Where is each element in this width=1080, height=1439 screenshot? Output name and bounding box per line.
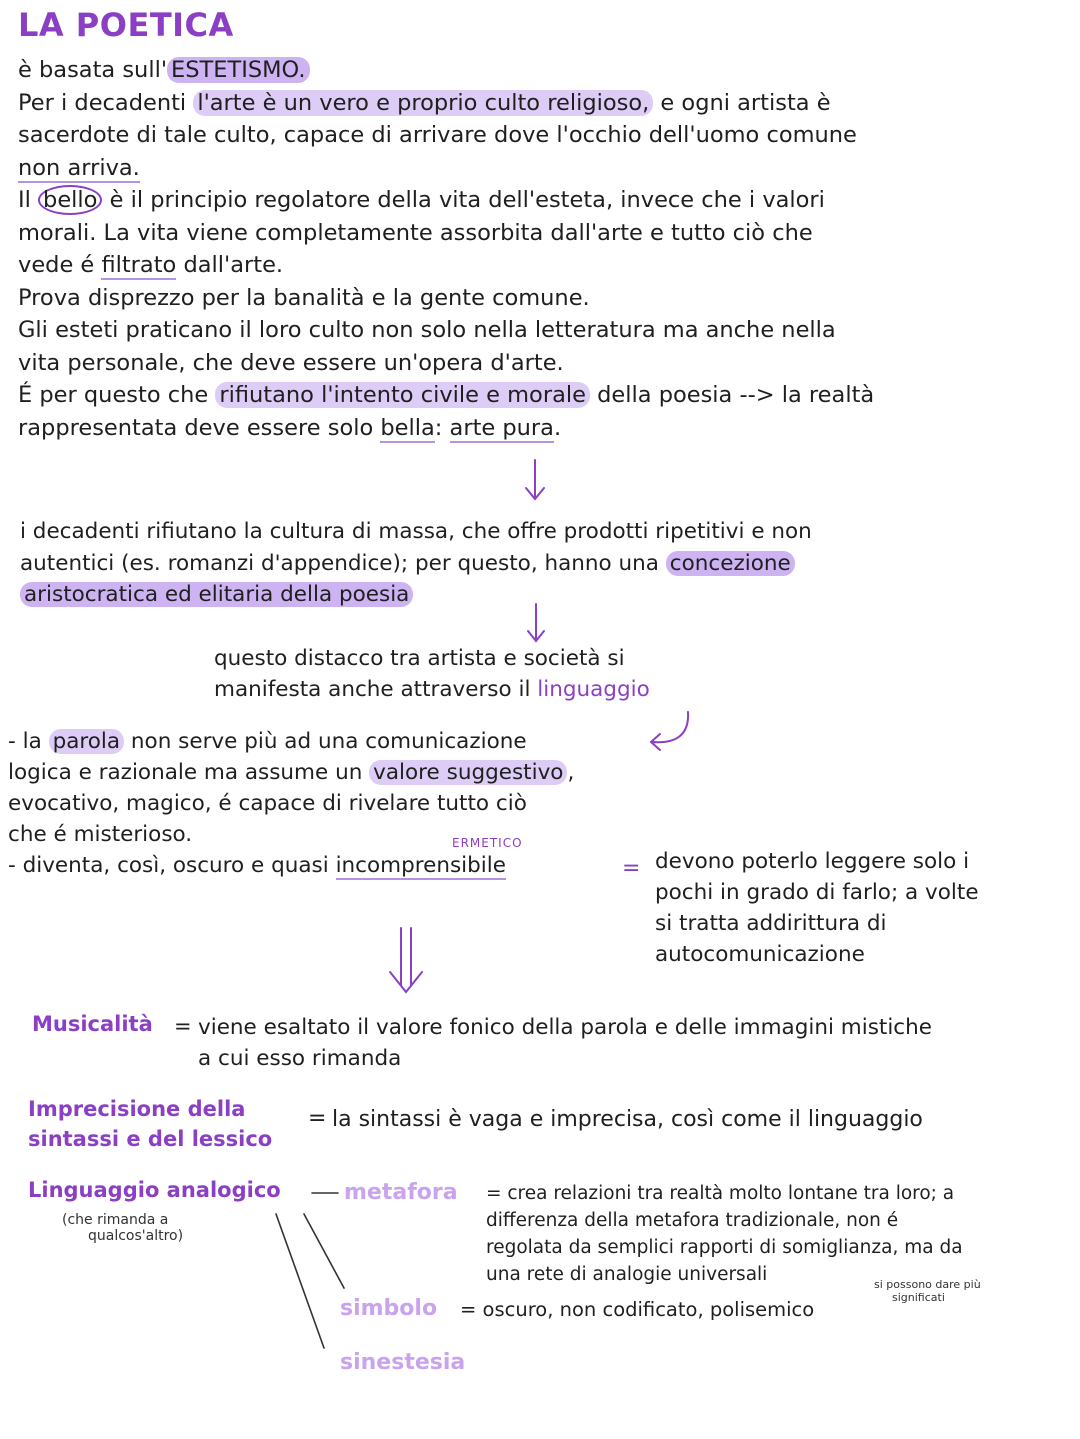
- highlight-parola: parola: [49, 729, 125, 754]
- musicalita-def: viene esaltato il valore fonico della parola e delle immagini mistiche a cui esso rimanda: [198, 1015, 932, 1071]
- intro-line: Per i decadenti l'arte è un vero e proprio culto religioso, e ogni artista è: [18, 89, 831, 116]
- intro-line: vede é filtrato dall'arte.: [18, 252, 284, 278]
- page-title: LA POETICA: [18, 6, 234, 44]
- intro-line: è basata sull' ESTETISMO.: [18, 54, 874, 87]
- underlined-incomprensibile: incomprensibile: [335, 853, 506, 878]
- highlight-estetismo: ESTETISMO.: [167, 57, 309, 83]
- equals-sign: =: [622, 856, 641, 881]
- highlight-concezione: concezione: [666, 551, 795, 576]
- equals-sign: =: [174, 1014, 192, 1038]
- intro-line: morali. La vita viene completamente assorbita dall'arte e tutto ciò che: [18, 219, 813, 246]
- side-note: devono poterlo leggere solo i pochi in grado di farlo; a volte si tratta addirittura di autocomunicazione: [655, 849, 979, 967]
- highlight-valore-suggestivo: valore suggestivo: [369, 760, 567, 785]
- metafora-def: = crea relazioni tra realtà molto lontane tra loro; a differenza della metafora tradizionale, non é regolata da semplici rapporti di somiglianza, ma da una rete di analogie universali: [486, 1183, 963, 1285]
- intro-line: sacerdote di tale culto, capace di arrivare dove l'occhio dell'uomo comune: [18, 122, 857, 148]
- underlined-filtrato: filtrato: [101, 252, 177, 278]
- circled-bello: bello: [38, 185, 102, 215]
- highlight-culto: l'arte è un vero e proprio culto religioso,: [193, 90, 653, 116]
- down-arrow-icon: [528, 604, 544, 641]
- imprecisione-term: Imprecisione della sintassi e del lessico: [28, 1097, 273, 1151]
- simbolo-def: = oscuro, non codificato, polisemico: [460, 1298, 815, 1321]
- analogico-note: (che rimanda a qualcos'altro): [62, 1212, 184, 1244]
- equals-sign: =: [308, 1106, 327, 1131]
- musicalita-term: Musicalità: [32, 1012, 153, 1036]
- mass-line: i decadenti rifiutano la cultura di massa, che offre prodotti ripetitivi e non: [20, 519, 812, 544]
- double-down-arrow-icon: [390, 928, 422, 992]
- sinestesia-term: sinestesia: [340, 1350, 466, 1375]
- highlight-aristocratica: aristocratica ed elitaria della poesia: [20, 582, 413, 607]
- intro-line: vita personale, che deve essere un'opera d'arte.: [18, 349, 564, 376]
- connector-line: [276, 1193, 344, 1348]
- imprecisione-def: la sintassi è vaga e imprecisa, così come il linguaggio: [332, 1107, 923, 1132]
- intro-line: É per questo che rifiutano l'intento civile e morale della poesia --> la realtà: [18, 382, 875, 408]
- parola-paragraph: - la parola non serve più ad una comunicazione logica e razionale ma assume un valore suggestivo , evocativo, magico, é capace di rivelare tutto ciò che é misterioso. - diventa, così, oscuro e quasi incomprensibile: [8, 729, 575, 878]
- ermetico-note: ERMETICO: [452, 836, 523, 850]
- intro-line: Il bello è il principio regolatore della vita dell'esteta, invece che i valori: [18, 187, 825, 213]
- analogico-term: Linguaggio analogico: [28, 1178, 281, 1202]
- intro-line: rappresentata deve essere solo bella: arte pura.: [18, 414, 562, 441]
- intro-line: Prova disprezzo per la banalità e la gente comune.: [18, 284, 590, 311]
- metafora-term: metafora: [344, 1180, 458, 1205]
- simbolo-term: simbolo: [340, 1296, 438, 1321]
- intro-line: Gli esteti praticano il loro culto non solo nella letteratura ma anche nella: [18, 317, 836, 343]
- mass-line: autentici (es. romanzi d'appendice); per questo, hanno una concezione: [20, 548, 812, 580]
- simbolo-note: si possono dare più significati: [874, 1278, 981, 1304]
- highlight-rifiutano: rifiutano l'intento civile e morale: [215, 382, 590, 408]
- down-arrow-icon: [526, 460, 544, 499]
- intro-line: non arriva.: [18, 154, 140, 181]
- distacco-paragraph: questo distacco tra artista e società si manifesta anche attraverso il linguaggio: [214, 646, 650, 702]
- curved-arrow-icon: [651, 712, 688, 750]
- linguaggio-word: linguaggio: [537, 677, 650, 702]
